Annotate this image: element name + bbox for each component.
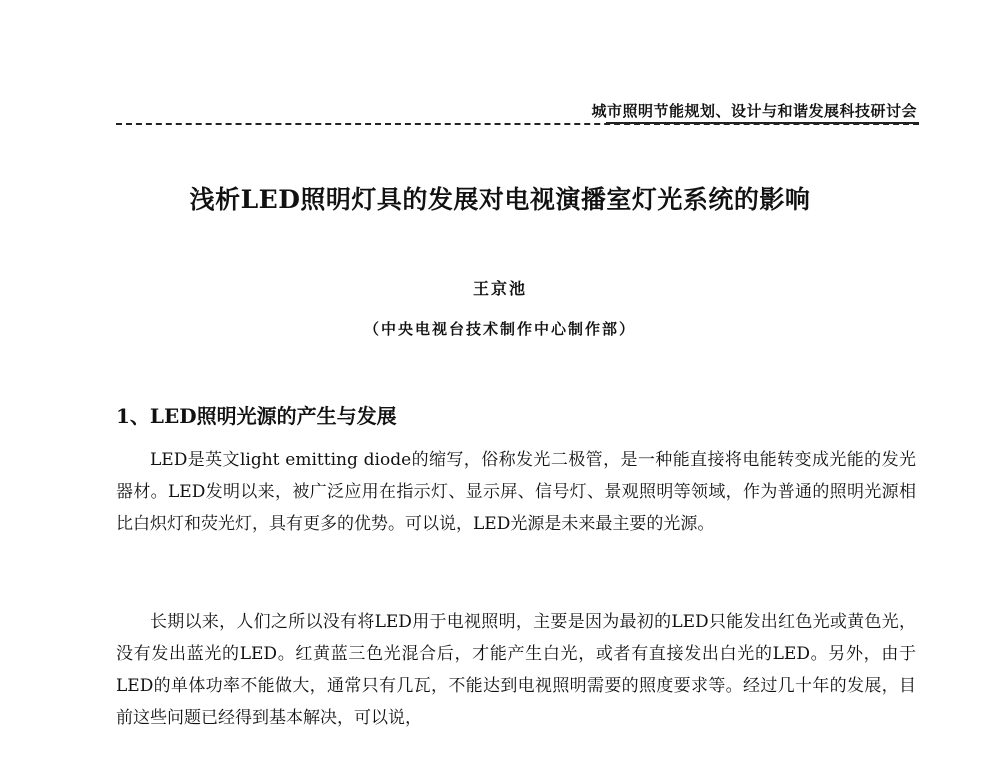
author-affiliation: （中央电视台技术制作中心制作部）: [363, 320, 636, 338]
running-header: [116, 96, 919, 126]
body-paragraph: 长期以来，人们之所以没有将LED用于电视照明，主要是因为最初的LED只能发出红色光或黄色光，没有发出蓝光的LED。红黄蓝三色光混合后，才能产生白光，或者有直接发出白光的LED。另外，由于LED的单体功率不能做大，通常只有几瓦，不能达到电视照明需要的照度要求等。经过几十年的发展，目前这些问题已经得到基本解决，可以说，: [116, 612, 916, 728]
author-name: 王京池: [472, 279, 527, 298]
header-rule-solid: [606, 122, 919, 124]
body-paragraph: LED是英文light emitting diode的缩写，俗称发光二极管，是一种能直接将电能转变成光能的发光器材。LED发明以来，被广泛应用在指示灯、显示屏、信号灯、景观照明等领域，作为普通的照明光源相比白炽灯和荧光灯，具有更多的优势。可以说，LED光源是未来最主要的光源。: [116, 450, 916, 534]
running-header-text: 城市照明节能规划、设计与和谐发展科技研讨会: [591, 102, 917, 120]
paper-title: 浅析LED照明灯具的发展对电视演播室灯光系统的影响: [189, 185, 811, 214]
section-heading: 1、LED照明光源的产生与发展: [116, 404, 397, 428]
